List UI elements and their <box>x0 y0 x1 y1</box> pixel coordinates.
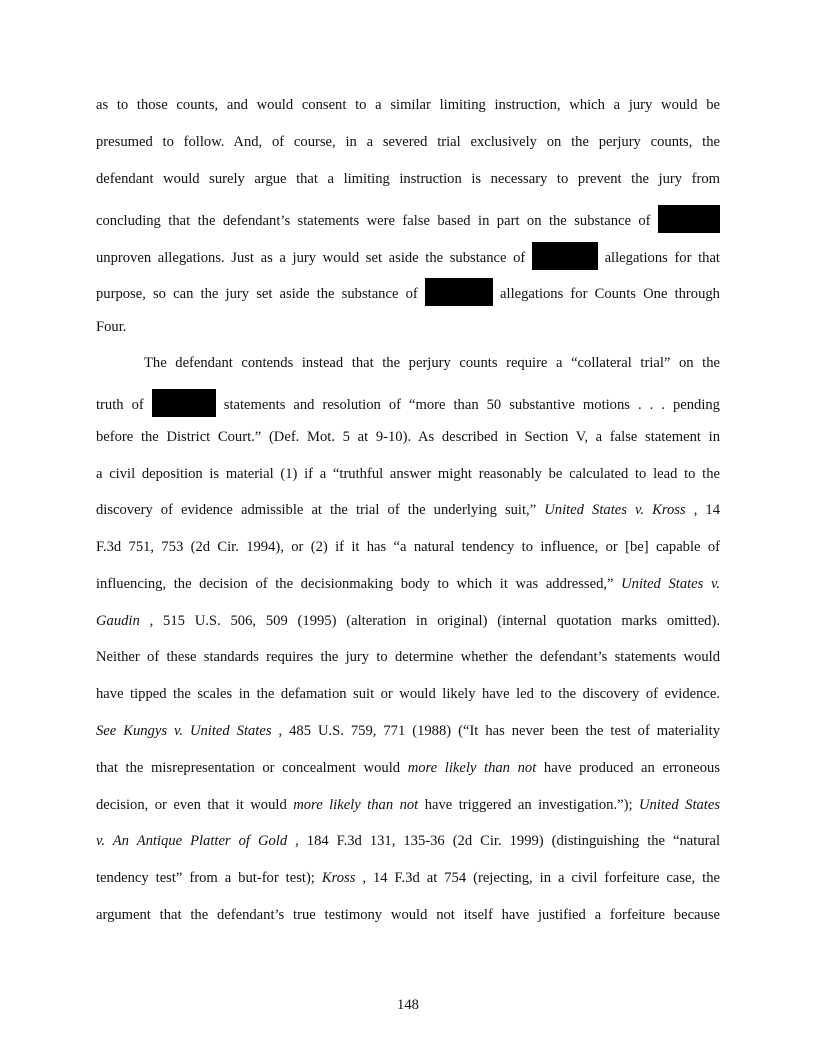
text-line <box>96 683 720 705</box>
text-line <box>96 720 720 742</box>
text-line <box>96 867 720 889</box>
text-line <box>96 499 720 521</box>
case-citation: United States <box>638 797 721 813</box>
text-segment: The defendant contends instead that the perjury counts require a “collateral trial” on the <box>144 355 720 371</box>
text-segment: presumed to follow. And, of course, in a severed trial exclusively on the perjury counts, the <box>96 134 720 150</box>
text-line <box>96 610 720 632</box>
text-line <box>96 389 720 411</box>
text-segment: purpose, so can the jury set aside the substance of <box>96 286 418 302</box>
text-line <box>96 646 720 668</box>
text-segment: unproven allegations. Just as a jury would set aside the substance of <box>96 250 526 266</box>
case-citation: See Kungys v. United States <box>96 723 272 739</box>
text-segment: defendant would surely argue that a limiting instruction is necessary to prevent the jury from <box>96 171 720 187</box>
text-line <box>96 316 720 338</box>
text-line <box>96 131 720 153</box>
text-segment: truth of <box>96 397 144 413</box>
text-line <box>96 278 720 300</box>
text-segment: , 14 F.3d at 754 (rejecting, in a civil forfeiture case, the <box>362 870 720 886</box>
text-segment: have triggered an investigation.”); <box>424 797 639 813</box>
text-segment: have produced an erroneous <box>543 760 721 776</box>
case-citation: United States v. Kross <box>544 502 686 518</box>
text-line <box>96 94 720 116</box>
redaction-box <box>658 205 720 233</box>
redaction-box <box>152 389 216 417</box>
text-segment: have tipped the scales in the defamation suit or would likely have led to the discovery of evidence. <box>96 686 720 702</box>
text-segment: allegations for Counts One through <box>500 286 720 302</box>
text-segment: argument that the defendant’s true testimony would not itself have justified a forfeiture because <box>96 907 720 923</box>
text-line <box>96 904 720 926</box>
text-segment: F.3d 751, 753 (2d Cir. 1994), or (2) if it has “a natural tendency to influence, or [be] capable of <box>96 539 720 555</box>
text-segment: influencing, the decision of the decisionmaking body to which it was addressed,” <box>96 576 622 592</box>
text-segment: decision, or even that it would <box>96 797 294 813</box>
text-line <box>144 352 720 374</box>
case-citation: Kross <box>321 870 356 886</box>
text-segment: allegations for that <box>604 250 720 266</box>
redaction-box <box>425 278 493 306</box>
text-line <box>96 757 720 779</box>
emphasis-text: more likely than not <box>293 797 419 813</box>
text-segment: as to those counts, and would consent to a similar limiting instruction, which a jury would be <box>96 97 720 113</box>
case-citation: Gaudin <box>96 613 140 629</box>
case-citation: v. An Antique Platter of Gold <box>96 833 288 849</box>
redaction-box <box>532 242 598 270</box>
text-line <box>96 205 720 227</box>
text-segment: tendency test” from a but-for test); <box>96 870 322 886</box>
text-line <box>96 830 720 852</box>
emphasis-text: more likely than not <box>407 760 537 776</box>
text-segment: concluding that the defendant’s statements were false based in part on the substance of <box>96 213 651 229</box>
text-segment: before the District Court.” (Def. Mot. 5 at 9-10). As described in Section V, a false statement in <box>96 429 720 445</box>
text-line <box>96 536 720 558</box>
text-segment: Four. <box>96 319 127 335</box>
text-line <box>96 426 720 448</box>
case-citation: United States v. <box>621 576 720 592</box>
text-line <box>96 168 720 190</box>
text-segment: discovery of evidence admissible at the trial of the underlying suit,” <box>96 502 545 518</box>
text-line <box>96 573 720 595</box>
text-line <box>96 242 720 264</box>
text-segment: statements and resolution of “more than 50 substantive motions . . . pending <box>223 397 720 413</box>
text-segment: , 14 <box>693 502 721 518</box>
text-segment: , 184 F.3d 131, 135-36 (2d Cir. 1999) (distinguishing the “natural <box>295 833 721 849</box>
text-line <box>96 794 720 816</box>
text-segment: Neither of these standards requires the jury to determine whether the defendant’s statements would <box>96 649 720 665</box>
text-segment: a civil deposition is material (1) if a “truthful answer might reasonably be calculated to lead to the <box>96 466 720 482</box>
text-segment: that the misrepresentation or concealment would <box>96 760 408 776</box>
page-number: 148 <box>397 997 419 1013</box>
text-line <box>96 463 720 485</box>
text-segment: , 515 U.S. 506, 509 (1995) (alteration in original) (internal quotation marks omitted). <box>149 613 720 629</box>
text-segment: , 485 U.S. 759, 771 (1988) (“It has never been the test of materiality <box>278 723 720 739</box>
